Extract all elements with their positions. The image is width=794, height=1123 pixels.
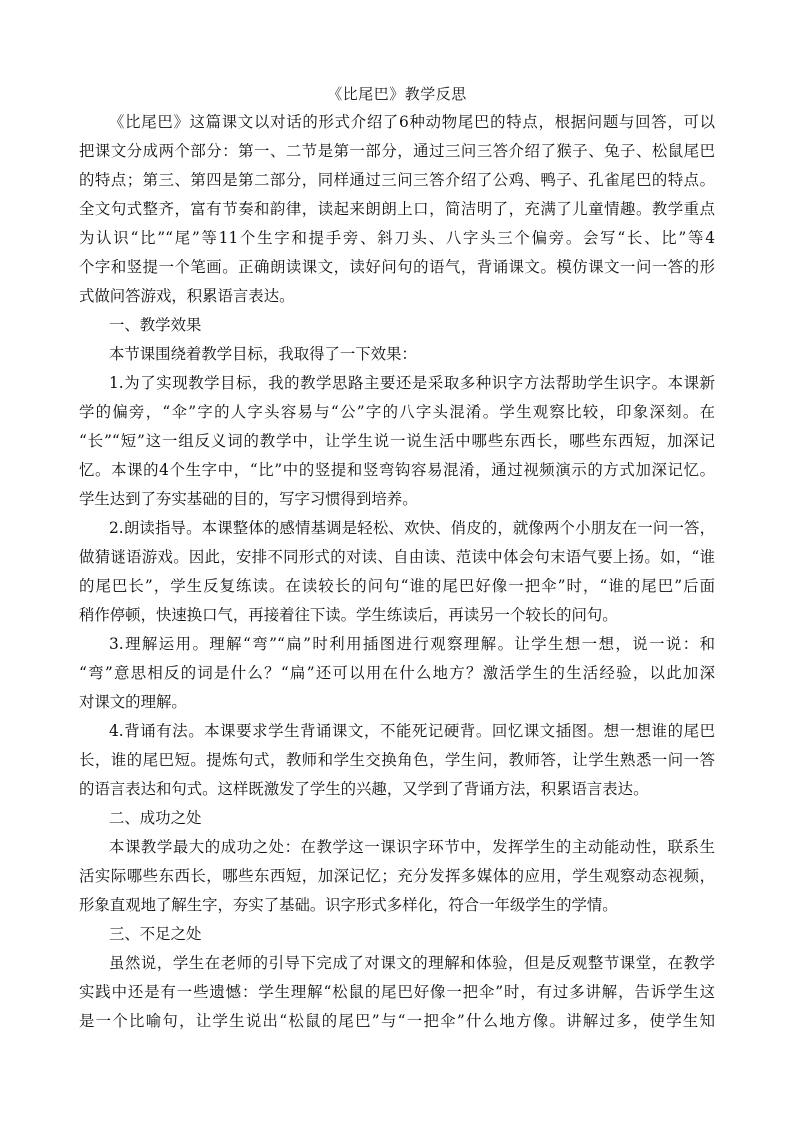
paragraph-line: “弯”意思相反的词是什么？“扁”还可以用在什么地方？激活学生的生活经验，以此加深 — [79, 664, 715, 682]
section-heading: 一、教学效果 — [109, 316, 202, 334]
paragraph-line: 为认识“比”“尾”等11个生字和提手旁、斜刀头、八字头三个偏旁。会写“长、比”等4 — [79, 229, 715, 247]
paragraph-line: 的语言表达和句式。这样既激发了学生的兴趣，又学到了背诵方法，积累语言表达。 — [79, 780, 649, 798]
paragraph-line: 本节课围绕着教学目标，我取得了一下效果： — [109, 345, 417, 363]
paragraph-line: “长”“短”这一组反义词的教学中，让学生说一说生活中哪些东西长，哪些东西短，加深记 — [79, 432, 715, 450]
paragraph-line: 长，谁的尾巴短。提炼句式，教师和学生交换角色，学生问，教师答，让学生熟悉一问一答 — [79, 751, 715, 769]
document-title: 《比尾巴》教学反思 — [327, 85, 467, 103]
paragraph-line: 的特点；第三、第四是第二部分，同样通过三问三答介绍了公鸡、鸭子、孔雀尾巴的特点。 — [79, 171, 715, 189]
paragraph-line: 本课教学最大的成功之处：在教学这一课识字环节中，发挥学生的主动能动性，联系生 — [109, 838, 715, 856]
paragraph-line: 忆。本课的4个生字中，“比”中的竖提和竖弯钩容易混淆，通过视频演示的方式加深记忆。 — [79, 461, 715, 479]
paragraph-line: 2.朗读指导。本课整体的感情基调是轻松、欢快、俏皮的，就像两个小朋友在一问一答， — [109, 519, 715, 537]
paragraph-line: 学生达到了夯实基础的目的，写字习惯得到培养。 — [79, 490, 418, 508]
paragraph-line: 《比尾巴》这篇课文以对话的形式介绍了6种动物尾巴的特点，根据问题与回答，可以 — [109, 113, 715, 131]
paragraph-line: 虽然说，学生在老师的引导下完成了对课文的理解和体验，但是反观整节课堂，在教学 — [109, 954, 715, 972]
paragraph-line: 4.背诵有法。本课要求学生背诵课文，不能死记硬背。回忆课文插图。想一想谁的尾巴 — [109, 722, 715, 740]
section-heading: 三、不足之处 — [109, 925, 202, 943]
paragraph-line: 是一个比喻句，让学生说出“松鼠的尾巴”与“一把伞”什么地方像。讲解过多，使学生知 — [79, 1012, 715, 1030]
paragraph-line: 3.理解运用。理解“弯”“扁”时利用插图进行观察理解。让学生想一想，说一说：和 — [109, 635, 715, 653]
paragraph-line: 1.为了实现教学目标，我的教学思路主要还是采取多种识字方法帮助学生识字。本课新 — [109, 374, 715, 392]
paragraph-line: 个字和竖提一个笔画。正确朗读课文，读好问句的语气，背诵课文。模仿课文一问一答的形 — [79, 258, 715, 276]
paragraph-line: 稍作停顿，快速换口气，再接着往下读。学生练读后，再读另一个较长的问句。 — [79, 606, 618, 624]
paragraph-line: 的尾巴长”，学生反复练读。在读较长的问句“谁的尾巴好像一把伞”时，“谁的尾巴”后面 — [79, 577, 715, 595]
paragraph-line: 活实际哪些东西长，哪些东西短，加深记忆；充分发挥多媒体的应用，学生观察动态视频， — [79, 867, 715, 885]
paragraph-line: 把课文分成两个部分：第一、二节是第一部分，通过三问三答介绍了猴子、兔子、松鼠尾巴 — [79, 142, 715, 160]
paragraph-line: 全文句式整齐，富有节奏和韵律，读起来朗朗上口，简洁明了，充满了儿童情趣。教学重点 — [79, 200, 715, 218]
paragraph-line: 形象直观地了解生字，夯实了基础。识字形式多样化，符合一年级学生的学情。 — [79, 896, 618, 914]
section-heading: 二、成功之处 — [109, 809, 202, 827]
paragraph-line: 做猜谜语游戏。因此，安排不同形式的对读、自由读、范读中体会句末语气要上扬。如，“谁 — [79, 548, 715, 566]
paragraph-line: 对课文的理解。 — [79, 693, 187, 711]
paragraph-line: 学的偏旁，“伞”字的人字头容易与“公”字的八字头混淆。学生观察比较，印象深刻。在 — [79, 403, 715, 421]
paragraph-line: 实践中还是有一些遗憾：学生理解“松鼠的尾巴好像一把伞”时，有过多讲解，告诉学生这 — [79, 983, 715, 1001]
paragraph-line: 式做问答游戏，积累语言表达。 — [79, 287, 295, 305]
